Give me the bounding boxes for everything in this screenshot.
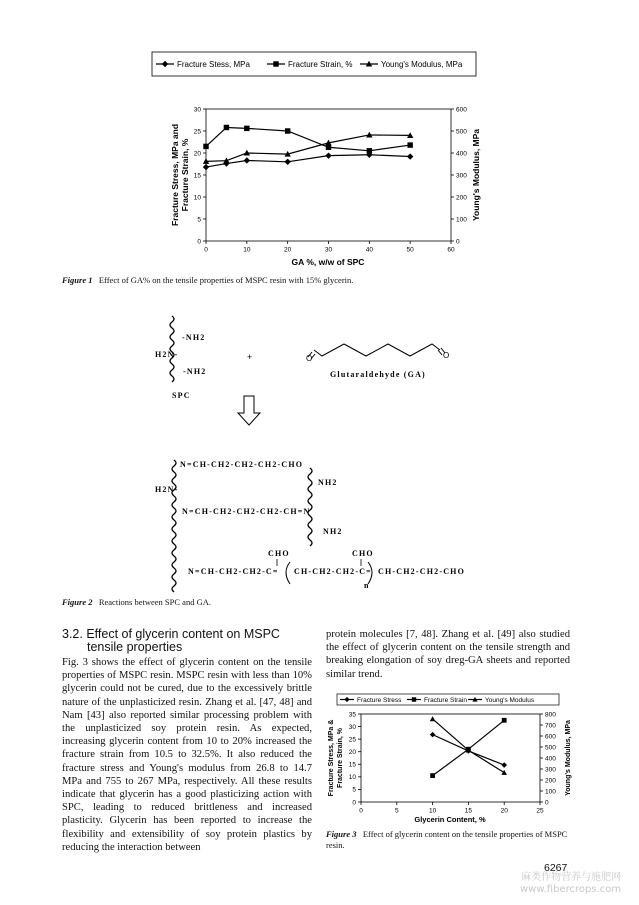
y-tick-label: 15 (348, 761, 356, 769)
figure2-caption-text: Reactions between SPC and GA. (98, 597, 211, 607)
y-tick-label: 30 (193, 106, 201, 114)
product-line3c: CH-CH2-CH2-CHO (378, 567, 466, 576)
product-line2: N=CH-CH2-CH2-CH2-CH=N (182, 507, 311, 516)
y2-tick-label: 500 (456, 128, 467, 136)
x-tick-label: 30 (324, 246, 333, 254)
y-tick-label: 25 (348, 736, 356, 744)
x-tick-label: 10 (243, 246, 251, 254)
y2-tick-label: 200 (456, 194, 467, 202)
legend-label: Fracture Strain (424, 696, 467, 704)
section-heading-line2: tensile properties (87, 640, 183, 654)
x-tick-label: 15 (464, 807, 473, 815)
y-tick-label: 15 (193, 172, 201, 180)
y-tick-label: 30 (348, 723, 356, 731)
ga-label: Glutaraldehyde (GA) (330, 370, 426, 379)
legend-label: Fracture Stess, MPa (177, 59, 250, 69)
o-left-label: O (306, 354, 313, 363)
legend-label: Young's Modulus, MPa (381, 59, 463, 69)
x-tick-label: 50 (406, 246, 414, 254)
watermark: 麻类作物营养与施肥网 www.fibercrops.com (520, 872, 622, 895)
product-h2n: H2N- (155, 485, 179, 494)
x-tick-label: 40 (365, 246, 373, 254)
y-tick-label: 25 (193, 128, 201, 136)
product-nh2-right: NH2 (318, 478, 338, 487)
y2-tick-label: 0 (456, 238, 460, 246)
data-point-square (430, 773, 435, 778)
y-tick-label: 20 (348, 748, 356, 756)
y2-tick-label: 800 (545, 711, 556, 719)
y2-tick-label: 400 (545, 755, 556, 763)
product-n: n (364, 581, 370, 590)
y-tick-label: 5 (197, 216, 201, 224)
x-tick-label: 5 (394, 807, 399, 815)
section-heading-line1: 3.2. Effect of glycerin content on MSPC (62, 627, 280, 641)
y-tick-label: 0 (197, 238, 201, 246)
figure3-plot-area (361, 714, 540, 802)
page-number: 6267 (544, 862, 568, 874)
data-point-triangle (430, 716, 436, 721)
data-point-diamond (430, 732, 436, 738)
legend-label: Fracture Strain, % (288, 59, 353, 69)
data-point-diamond (501, 762, 507, 768)
data-point-triangle (501, 770, 507, 775)
figure1-y-axis-label: Fracture Stress, MPa andFracture Strain, % (170, 123, 190, 227)
x-tick-label: 20 (500, 807, 508, 815)
legend-label: Young's Modulus (485, 696, 535, 704)
spc-h2n-left: H2N- (155, 350, 179, 359)
figure3-caption-label: Figure 3 (326, 829, 357, 839)
y-tick-label: 10 (348, 774, 356, 782)
y2-tick-label: 600 (545, 733, 556, 741)
figure1-caption-text: Effect of GA% on the tensile properties of MSPC resin with 15% glycerin. (98, 275, 354, 285)
product-line1: N=CH-CH2-CH2-CH2-CHO (180, 460, 304, 469)
y2-tick-label: 300 (545, 766, 556, 774)
figure3-caption-text: Effect of glycerin content on the tensile properties of MSPC resin. (326, 829, 568, 850)
y2-tick-label: 300 (456, 172, 467, 180)
y2-tick-label: 500 (545, 744, 556, 752)
spc-nh2-top: -NH2 (182, 333, 206, 342)
x-tick-label: 0 (204, 246, 208, 254)
product-cho1: CHO (268, 549, 290, 558)
figure3-y-axis-label: Fracture Stress, MPa & Fracture Strain, % (328, 719, 344, 797)
legend-marker-diamond (344, 697, 349, 702)
figure3-x-axis-label: Glycerin Content, % (414, 815, 486, 824)
product-cho2: CHO (352, 549, 374, 558)
series-line-2 (433, 719, 505, 773)
spc-nh2-mid: -NH2 (183, 367, 207, 376)
x-tick-label: 60 (447, 246, 455, 254)
product-line3b: CH-CH2-CH2-C= (294, 567, 372, 576)
data-point-square (502, 718, 507, 723)
y-tick-label: 20 (193, 150, 201, 158)
y2-tick-label: 700 (545, 722, 556, 730)
y2-tick-label: 400 (456, 150, 467, 158)
product-nh2-right2: NH2 (323, 527, 343, 536)
figure1-x-axis-label: GA %, w/w of SPC (291, 257, 365, 267)
x-tick-label: 10 (428, 807, 437, 815)
y-tick-label: 0 (352, 799, 356, 807)
plus-sign: + (247, 352, 253, 362)
left-column-text: Fig. 3 shows the effect of glycerin content on the tensile properties of MSPC resin. MSPC resin with less than 10% glycerin could not be cured, due to the excessively brittle nature of the unplasticized resin. Zhang et al. [47, 48] and Nam [43] also reported similar processing problem with the unplasticized soy protein resin. As expected, increasing glycerin content from 10 to 20% increased the fracture strain from 10.5 to 32.5%. It also reduced the fracture stress and Young's modulus from 26.8 to 14.7 MPa and 755 to 267 MPa, respectively. All these results indicate that glycerin has a good plasticizing action with SPC, leading to reduced brittleness and increased plasticity. Glycerin has been reported to increase the flexibility and extensibility of soy protein plastics by reducing the interaction between (62, 657, 312, 853)
y2-tick-label: 200 (545, 777, 556, 785)
right-column-text: protein molecules [7, 48]. Zhang et al. [49] also studied the effect of glycerin content on the tensile strength and breaking elongation of soy dreg-GA sheets and reported similar trend. (326, 629, 570, 680)
product-line3a: N=CH-CH2-CH2-C= (188, 567, 279, 576)
y-tick-label: 35 (348, 711, 356, 719)
y2-tick-label: 0 (545, 799, 549, 807)
y-tick-label: 10 (193, 194, 201, 202)
y2-tick-label: 600 (456, 106, 467, 114)
legend-label: Fracture Stress (357, 696, 402, 704)
figure2-caption-label: Figure 2 (62, 597, 93, 607)
legend-marker-square (412, 697, 416, 701)
y2-tick-label: 100 (545, 788, 556, 796)
o-right-label: O (443, 351, 450, 360)
figure3-y2-axis-label: Young's Modulus, MPa (565, 720, 572, 796)
figure1-caption-label: Figure 1 (62, 275, 93, 285)
x-tick-label: 25 (536, 807, 544, 815)
spc-label: SPC (172, 391, 191, 400)
y2-tick-label: 100 (456, 216, 467, 224)
x-tick-label: 0 (359, 807, 363, 815)
figure1-y2-axis-label: Young's Modulus, MPa (471, 128, 481, 222)
figure3-caption (326, 829, 576, 851)
y-tick-label: 5 (352, 786, 356, 794)
x-tick-label: 20 (284, 246, 292, 254)
